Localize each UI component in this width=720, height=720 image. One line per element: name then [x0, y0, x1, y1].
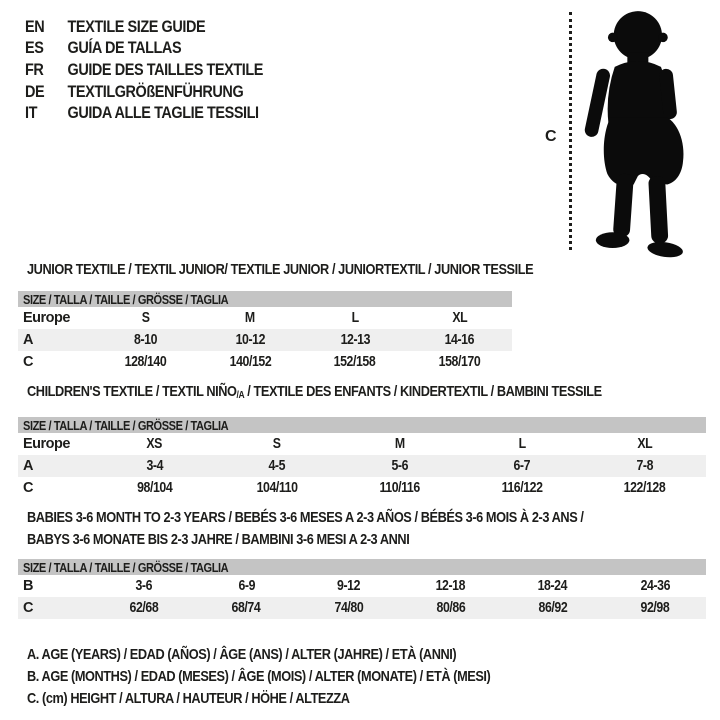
height-measure-dotted-line: [569, 12, 572, 250]
babies-table-title-line1: BABIES 3-6 MONTH TO 2-3 YEARS / BEBÉS 3-6 MESES A 2-3 AÑOS / BÉBÉS 3-6 MOIS À 2-3 ANS /: [27, 509, 584, 526]
age-cell: 18-24: [538, 578, 568, 594]
size-cell: S: [141, 310, 150, 326]
age-cell: 7-8: [636, 458, 653, 474]
language-row-en: [25, 16, 263, 38]
table-row: [18, 477, 706, 499]
row-label: Europe: [23, 310, 70, 326]
language-code: FR: [25, 59, 44, 79]
age-cell: 9-12: [336, 578, 360, 594]
age-cell: 3-4: [146, 458, 163, 474]
language-code: ES: [25, 38, 44, 58]
height-cell: 80/86: [436, 600, 465, 616]
language-code: EN: [25, 16, 45, 36]
age-cell: 5-6: [391, 458, 408, 474]
row-label: A: [23, 458, 33, 474]
size-cell: M: [394, 436, 405, 452]
row-label: C: [23, 354, 33, 370]
table-row: [18, 351, 512, 373]
age-cell: 14-16: [444, 332, 475, 348]
note-age-years: A. AGE (YEARS) / EDAD (AÑOS) / ÂGE (ANS) / ALTER (JAHRE) / ETÀ (ANNI): [27, 646, 457, 663]
language-row-fr: [25, 59, 263, 81]
row-label: Europe: [23, 436, 70, 452]
height-cell: 110/116: [379, 480, 420, 496]
language-label: TEXTILE SIZE GUIDE: [67, 16, 206, 36]
height-cell: 104/110: [256, 480, 298, 496]
age-cell: 12-18: [435, 578, 466, 594]
table-row: [18, 307, 512, 329]
children-table-title: [27, 383, 602, 401]
size-cell: XL: [637, 436, 653, 452]
height-cell: 86/92: [538, 600, 568, 616]
height-measure-label: C: [545, 128, 557, 145]
language-label: GUIDA ALLE TAGLIE TESSILI: [67, 103, 259, 123]
age-cell: 12-13: [340, 332, 370, 348]
toddler-silhouette-icon: [580, 8, 702, 258]
age-cell: 10-12: [235, 332, 265, 348]
age-cell: 24-36: [640, 578, 670, 594]
size-cell: S: [272, 436, 281, 452]
row-label: A: [23, 332, 33, 348]
language-label: TEXTILGRÖßENFÜHRUNG: [67, 81, 244, 101]
junior-table-title: JUNIOR TEXTILE / TEXTIL JUNIOR/ TEXTILE JUNIOR / JUNIORTEXTIL / JUNIOR TESSILE: [27, 261, 534, 278]
height-cell: 68/74: [231, 600, 261, 616]
children-size-header-bar: [18, 417, 706, 433]
height-cell: 140/152: [229, 354, 271, 370]
children-title-part2: / TEXTILE DES ENFANTS / KINDERTEXTIL / BAMBINI TESSILE: [244, 383, 602, 400]
language-label: GUIDE DES TAILLES TEXTILE: [67, 59, 263, 79]
junior-size-header-text: SIZE / TALLA / TAILLE / GRÖSSE / TAGLIA: [23, 291, 229, 307]
age-cell: 3-6: [135, 578, 153, 594]
row-label: C: [23, 600, 33, 616]
height-cell: 128/140: [124, 354, 167, 370]
height-cell: 158/170: [438, 354, 481, 370]
height-cell: 62/68: [129, 600, 159, 616]
junior-size-header-bar: [18, 291, 512, 307]
children-title-subscript: /A: [236, 390, 245, 401]
babies-size-header-bar: [18, 559, 706, 575]
note-age-months: B. AGE (MONTHS) / EDAD (MESES) / ÂGE (MOIS) / ALTER (MONATE) / ETÀ (MESI): [27, 668, 491, 685]
note-height-cm: C. (cm) HEIGHT / ALTURA / HAUTEUR / HÖHE / ALTEZZA: [27, 690, 350, 707]
table-row: [18, 329, 512, 351]
height-cell: 152/158: [334, 354, 376, 370]
language-row-de: [25, 81, 263, 103]
table-row: [18, 433, 706, 455]
height-cell: 98/104: [136, 480, 172, 496]
row-label: C: [23, 480, 33, 496]
language-row-es: [25, 38, 263, 60]
size-cell: XS: [146, 436, 163, 452]
table-row: [18, 597, 706, 619]
age-cell: 8-10: [133, 332, 157, 348]
language-label: GUÍA DE TALLAS: [67, 38, 182, 58]
size-cell: L: [351, 310, 359, 326]
size-cell: XL: [452, 310, 468, 326]
language-row-it: [25, 102, 263, 124]
language-code: DE: [25, 81, 45, 101]
height-cell: 116/122: [501, 480, 543, 496]
height-cell: 74/80: [334, 600, 363, 616]
legend-notes: [27, 644, 572, 710]
table-row: [18, 575, 706, 597]
babies-table-title-line2: BABYS 3-6 MONATE BIS 2-3 JAHRE / BAMBINI 3-6 MESI A 2-3 ANNI: [27, 531, 410, 548]
children-title-part1: CHILDREN'S TEXTILE / TEXTIL NIÑO: [27, 383, 237, 400]
size-cell: L: [518, 436, 526, 452]
language-code: IT: [25, 103, 37, 123]
row-label: B: [23, 578, 33, 594]
height-cell: 122/128: [623, 480, 666, 496]
height-cell: 92/98: [640, 600, 670, 616]
size-cell: M: [245, 310, 256, 326]
babies-size-header-text: SIZE / TALLA / TAILLE / GRÖSSE / TAGLIA: [23, 559, 229, 575]
table-row: [18, 455, 706, 477]
children-size-header-text: SIZE / TALLA / TAILLE / GRÖSSE / TAGLIA: [23, 417, 229, 433]
age-cell: 6-7: [513, 458, 531, 474]
language-list: [25, 16, 305, 124]
age-cell: 4-5: [268, 458, 286, 474]
age-cell: 6-9: [237, 578, 255, 594]
